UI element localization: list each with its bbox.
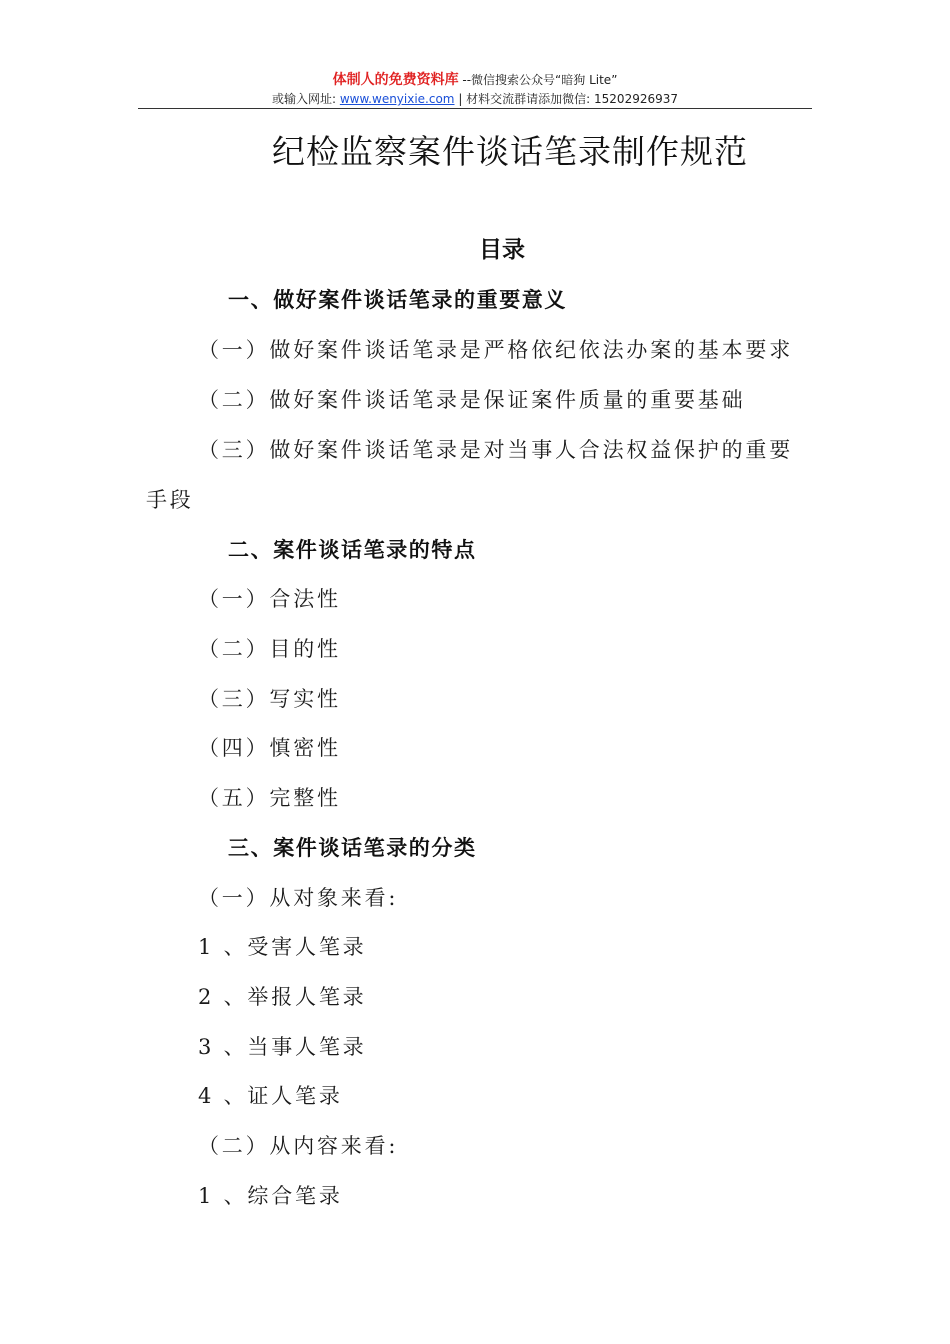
toc-item: 3 、当事人笔录 xyxy=(198,1035,367,1059)
toc-item: （一）合法性 xyxy=(198,587,341,611)
website-link[interactable]: www.wenyixie.com xyxy=(339,92,455,106)
header-contact-line xyxy=(138,90,812,108)
header-banner xyxy=(138,70,812,90)
header-divider xyxy=(138,108,812,109)
toc-item: （二）目的性 xyxy=(198,637,341,661)
contact-info: | 材料交流群请添加微信: 15202926937 xyxy=(454,92,679,106)
toc-section-1: 一、做好案件谈话笔录的重要意义 xyxy=(228,288,567,312)
toc-item: 4 、证人笔录 xyxy=(198,1084,343,1108)
toc-item: （一）做好案件谈话笔录是严格依纪依法办案的基本要求 xyxy=(198,338,793,362)
page-header xyxy=(138,70,812,108)
toc-item: 1 、受害人笔录 xyxy=(198,935,367,959)
toc-heading: 目录 xyxy=(479,237,525,263)
toc-item: 1 、综合笔录 xyxy=(198,1184,343,1208)
toc-item: （三）写实性 xyxy=(198,687,341,711)
header-slogan: --微信搜索公众号“暗狗 Lite” xyxy=(458,73,618,87)
toc-item: （二）从内容来看: xyxy=(198,1134,399,1158)
brand-name: 体制人的免费资料库 xyxy=(332,72,459,88)
toc-item: 2 、举报人笔录 xyxy=(198,985,367,1009)
toc-section-3: 三、案件谈话笔录的分类 xyxy=(228,836,477,860)
toc-item: （四）慎密性 xyxy=(198,736,341,760)
toc-section-2: 二、案件谈话笔录的特点 xyxy=(228,538,477,562)
url-prefix: 或输入网址: xyxy=(271,92,340,106)
document-title: 纪检监察案件谈话笔录制作规范 xyxy=(272,132,748,171)
toc-item-continuation: 手段 xyxy=(146,488,194,512)
toc-item: （三）做好案件谈话笔录是对当事人合法权益保护的重要 xyxy=(198,438,793,462)
toc-item: （一）从对象来看: xyxy=(198,886,399,910)
toc-item: （五）完整性 xyxy=(198,786,341,810)
toc-item: （二）做好案件谈话笔录是保证案件质量的重要基础 xyxy=(198,388,746,412)
